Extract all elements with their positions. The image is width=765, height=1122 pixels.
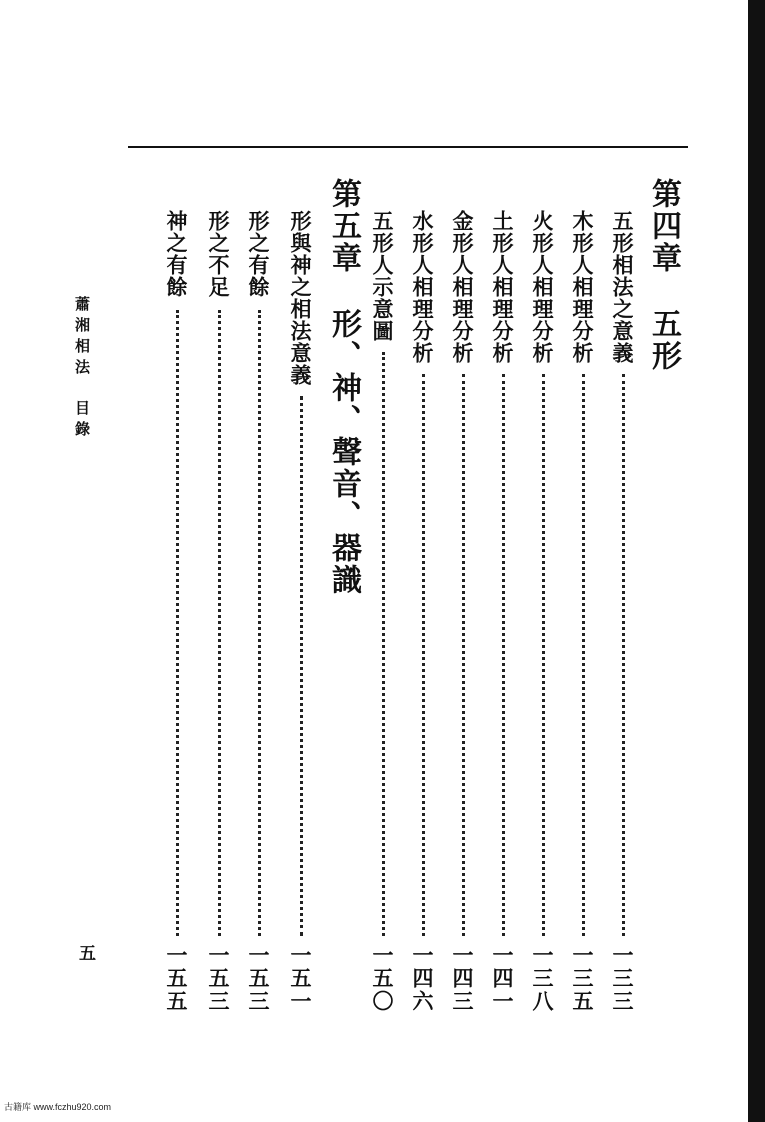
toc-entry-page[interactable]: 一三八: [530, 944, 555, 1013]
dot-leader: [382, 352, 389, 936]
section-label: 目錄: [73, 400, 91, 442]
toc-entry-page[interactable]: 一五三: [206, 944, 231, 1013]
dot-leader: [542, 374, 549, 936]
page-folio: 五: [75, 944, 95, 961]
book-title: 蕭湘相法: [73, 296, 91, 380]
chapter-heading-4: [646, 178, 681, 372]
toc-entry-title[interactable]: 水形人相理分析: [410, 210, 435, 364]
toc-entry-page[interactable]: 一五五: [164, 944, 189, 1013]
toc-entry-title[interactable]: 金形人相理分析: [450, 210, 475, 364]
dot-leader: [582, 374, 589, 936]
toc-entry-page[interactable]: 一三三: [610, 944, 635, 1013]
chapter-title: 五形: [646, 308, 681, 372]
chapter-title: 形、神、聲音、器識: [326, 308, 361, 596]
toc-entry-page[interactable]: 一五一: [288, 944, 313, 1013]
toc-entry-title[interactable]: 五形相法之意義: [610, 210, 635, 364]
dot-leader: [258, 310, 265, 936]
toc-entry-page[interactable]: 一五〇: [370, 944, 395, 1013]
toc-entry-page[interactable]: 一三五: [570, 944, 595, 1013]
toc-entry-title[interactable]: 神之有餘: [164, 210, 189, 298]
toc-entry-title[interactable]: 木形人相理分析: [570, 210, 595, 364]
toc-entry-title[interactable]: 形之有餘: [246, 210, 271, 298]
dot-leader: [300, 396, 307, 936]
chapter-heading-5: [326, 178, 361, 596]
running-header: [74, 296, 89, 442]
dot-leader: [218, 310, 225, 936]
dot-leader: [502, 374, 509, 936]
toc-entry-title[interactable]: 形與神之相法意義: [288, 210, 313, 386]
toc-entry-page[interactable]: 一四六: [410, 944, 435, 1013]
chapter-number: 第四章: [646, 178, 681, 274]
dot-leader: [622, 374, 629, 936]
toc-entry-title[interactable]: 火形人相理分析: [530, 210, 555, 364]
chapter-number: 第五章: [326, 178, 361, 274]
scan-edge-gap: [734, 0, 748, 1122]
toc-entry-title[interactable]: 五形人示意圖: [370, 210, 395, 342]
top-rule: [128, 146, 688, 148]
toc-entry-page[interactable]: 一四一: [490, 944, 515, 1013]
toc-entry-title[interactable]: 土形人相理分析: [490, 210, 515, 364]
dot-leader: [462, 374, 469, 936]
dot-leader: [422, 374, 429, 936]
toc-entry-title[interactable]: 形之不足: [206, 210, 231, 298]
watermark-footer: 古籍库 www.fczhu920.com: [4, 1102, 112, 1112]
dot-leader: [176, 310, 183, 936]
toc-entry-page[interactable]: 一四三: [450, 944, 475, 1013]
toc-entry-page[interactable]: 一五三: [246, 944, 271, 1013]
